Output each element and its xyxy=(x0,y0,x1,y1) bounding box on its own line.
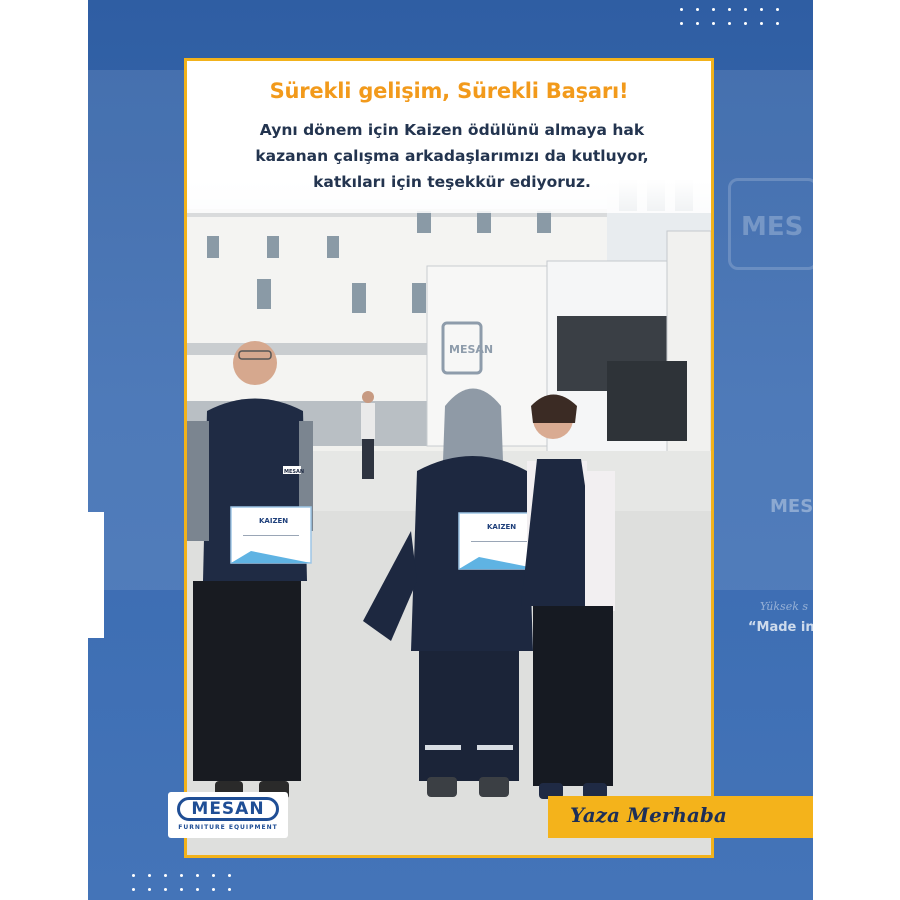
certificate-left xyxy=(231,507,311,563)
background-truck-logo: MES xyxy=(728,178,818,270)
mesan-logo-word: MESAN xyxy=(177,797,279,821)
headline-panel xyxy=(187,61,711,213)
background-made-in-text: “Made in xyxy=(748,620,815,635)
certificate-middle-title: KAIZEN xyxy=(487,523,517,531)
truck-logo-text: MESAN xyxy=(449,343,494,356)
summer-banner-text: Yaza Merhaba xyxy=(570,803,727,827)
headline: Sürekli gelişim, Sürekli Başarı! xyxy=(269,79,629,103)
body-line: katkıları için teşekkür ediyoruz. xyxy=(313,173,591,191)
vest-badge-text: MESAN xyxy=(284,469,305,475)
decorative-dots-bottom xyxy=(132,874,242,898)
photo-frame xyxy=(184,58,714,858)
decorative-dots-top xyxy=(680,8,790,32)
summer-banner xyxy=(548,796,813,838)
body-line: kazanan çalışma arkadaşlarımızı da kutluyor, xyxy=(255,147,649,165)
white-accent-bar xyxy=(88,512,104,638)
mesan-logo xyxy=(168,792,288,838)
background-badge-text: MES xyxy=(770,496,814,517)
body-text xyxy=(207,117,697,195)
body-line: Aynı dönem için Kaizen ödülünü almaya hak xyxy=(259,121,645,139)
certificate-left-title: KAIZEN xyxy=(259,517,289,525)
background-script-text: Yüksek s xyxy=(760,600,809,613)
mesan-logo-subtitle: FURNITURE EQUIPMENT xyxy=(178,824,278,831)
